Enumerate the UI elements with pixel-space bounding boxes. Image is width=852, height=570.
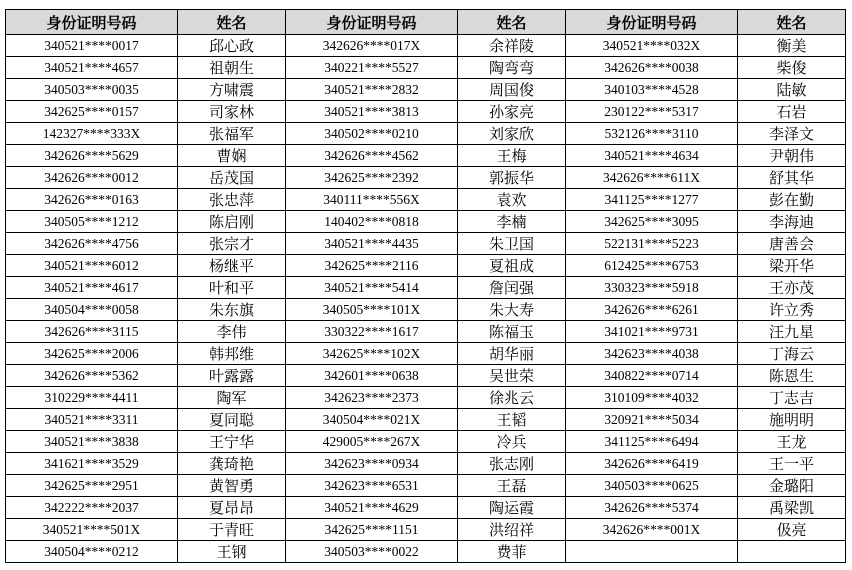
header-name-3: 姓名	[738, 10, 846, 35]
name-cell: 王梅	[458, 145, 566, 167]
id-number-cell: 340221****5527	[286, 57, 458, 79]
id-number-cell: 342626****3115	[6, 321, 178, 343]
header-id-2: 身份证明号码	[286, 10, 458, 35]
id-number-cell: 340521****501X	[6, 519, 178, 541]
id-number-cell: 340503****0022	[286, 541, 458, 563]
name-cell: 丁志吉	[738, 387, 846, 409]
table-row	[6, 431, 846, 453]
id-number-cell: 342626****4756	[6, 233, 178, 255]
name-cell: 陶弯弯	[458, 57, 566, 79]
table-row	[6, 79, 846, 101]
id-number-cell: 342626****6261	[566, 299, 738, 321]
id-number-cell: 612425****6753	[566, 255, 738, 277]
id-number-cell: 342626****5362	[6, 365, 178, 387]
name-cell: 吴世荣	[458, 365, 566, 387]
name-cell: 夏同聪	[178, 409, 286, 431]
id-number-cell: 341125****6494	[566, 431, 738, 453]
name-cell: 李伟	[178, 321, 286, 343]
name-cell: 禹梁凯	[738, 497, 846, 519]
id-number-cell: 340521****6012	[6, 255, 178, 277]
name-cell: 张福军	[178, 123, 286, 145]
name-cell: 叶和平	[178, 277, 286, 299]
name-cell: 夏昂昂	[178, 497, 286, 519]
table-row	[6, 387, 846, 409]
id-number-cell: 522131****5223	[566, 233, 738, 255]
name-cell: 夏祖成	[458, 255, 566, 277]
id-number-cell: 340521****3813	[286, 101, 458, 123]
id-number-cell: 340521****3311	[6, 409, 178, 431]
name-cell: 朱大寿	[458, 299, 566, 321]
id-number-cell: 342626****0012	[6, 167, 178, 189]
name-cell: 陈启刚	[178, 211, 286, 233]
table-row	[6, 167, 846, 189]
name-cell: 丁海云	[738, 343, 846, 365]
id-number-cell: 342626****4562	[286, 145, 458, 167]
id-number-cell: 340505****101X	[286, 299, 458, 321]
table-row	[6, 211, 846, 233]
id-number-cell: 340503****0625	[566, 475, 738, 497]
name-cell	[738, 541, 846, 563]
name-cell: 王磊	[458, 475, 566, 497]
name-cell: 龚琦艳	[178, 453, 286, 475]
name-cell: 尹朝伟	[738, 145, 846, 167]
id-number-cell: 340111****556X	[286, 189, 458, 211]
table-row	[6, 277, 846, 299]
table-row	[6, 35, 846, 57]
table-row	[6, 57, 846, 79]
id-number-cell: 341621****3529	[6, 453, 178, 475]
name-cell: 伋亮	[738, 519, 846, 541]
table-row	[6, 101, 846, 123]
id-number-cell: 342222****2037	[6, 497, 178, 519]
table-row	[6, 475, 846, 497]
name-cell: 李海迪	[738, 211, 846, 233]
name-cell: 刘家欣	[458, 123, 566, 145]
header-name-2: 姓名	[458, 10, 566, 35]
name-cell: 陶军	[178, 387, 286, 409]
name-cell: 洪绍祥	[458, 519, 566, 541]
id-number-cell: 341021****9731	[566, 321, 738, 343]
name-cell: 陈恩生	[738, 365, 846, 387]
name-cell: 彭在勤	[738, 189, 846, 211]
id-number-cell: 340521****032X	[566, 35, 738, 57]
name-cell: 施明明	[738, 409, 846, 431]
name-cell: 岳茂国	[178, 167, 286, 189]
table-row	[6, 409, 846, 431]
table-row	[6, 299, 846, 321]
id-number-cell: 340521****4657	[6, 57, 178, 79]
name-cell: 王钢	[178, 541, 286, 563]
name-cell: 李楠	[458, 211, 566, 233]
name-cell: 杨继平	[178, 255, 286, 277]
name-cell: 衡美	[738, 35, 846, 57]
name-cell: 朱卫国	[458, 233, 566, 255]
id-number-cell: 342626****0163	[6, 189, 178, 211]
name-cell: 徐兆云	[458, 387, 566, 409]
table-row	[6, 145, 846, 167]
id-number-cell: 340503****0035	[6, 79, 178, 101]
id-number-cell: 342625****102X	[286, 343, 458, 365]
id-number-cell: 340521****3838	[6, 431, 178, 453]
name-cell: 于青旺	[178, 519, 286, 541]
name-cell: 曹娴	[178, 145, 286, 167]
name-cell: 柴俊	[738, 57, 846, 79]
id-number-cell: 340521****5414	[286, 277, 458, 299]
name-cell: 金璐阳	[738, 475, 846, 497]
id-number-cell: 340822****0714	[566, 365, 738, 387]
name-cell: 王龙	[738, 431, 846, 453]
id-number-cell: 429005****267X	[286, 431, 458, 453]
id-number-cell: 342625****2951	[6, 475, 178, 497]
id-number-cell: 142327****333X	[6, 123, 178, 145]
name-cell: 陶运霞	[458, 497, 566, 519]
name-cell: 唐善会	[738, 233, 846, 255]
name-cell: 胡华丽	[458, 343, 566, 365]
name-cell: 张宗才	[178, 233, 286, 255]
name-cell: 余祥陵	[458, 35, 566, 57]
name-cell: 王一平	[738, 453, 846, 475]
name-cell: 方啸震	[178, 79, 286, 101]
id-number-cell: 342625****2392	[286, 167, 458, 189]
name-cell: 费菲	[458, 541, 566, 563]
name-cell: 袁欢	[458, 189, 566, 211]
name-cell: 张志刚	[458, 453, 566, 475]
name-cell: 祖朝生	[178, 57, 286, 79]
table-row	[6, 321, 846, 343]
id-number-cell: 342626****0038	[566, 57, 738, 79]
id-number-cell: 341125****1277	[566, 189, 738, 211]
id-name-table	[5, 9, 846, 563]
name-cell: 陆敏	[738, 79, 846, 101]
id-number-cell: 310229****4411	[6, 387, 178, 409]
table-row	[6, 343, 846, 365]
id-number-cell: 342623****0934	[286, 453, 458, 475]
id-number-cell: 340505****1212	[6, 211, 178, 233]
name-cell: 司家林	[178, 101, 286, 123]
id-number-cell: 310109****4032	[566, 387, 738, 409]
id-number-cell: 340521****0017	[6, 35, 178, 57]
table-row	[6, 365, 846, 387]
id-number-cell: 342626****017X	[286, 35, 458, 57]
table-row	[6, 453, 846, 475]
name-cell: 韩邦维	[178, 343, 286, 365]
name-cell: 陈福玉	[458, 321, 566, 343]
id-number-cell: 330322****1617	[286, 321, 458, 343]
id-number-cell: 342623****6531	[286, 475, 458, 497]
roster-sheet	[5, 9, 846, 563]
table-row	[6, 519, 846, 541]
id-number-cell: 342625****2116	[286, 255, 458, 277]
id-number-cell: 342626****5374	[566, 497, 738, 519]
id-number-cell: 342601****0638	[286, 365, 458, 387]
id-number-cell: 340502****0210	[286, 123, 458, 145]
header-name-1: 姓名	[178, 10, 286, 35]
id-number-cell: 342625****1151	[286, 519, 458, 541]
id-number-cell: 342626****001X	[566, 519, 738, 541]
name-cell: 李泽文	[738, 123, 846, 145]
name-cell: 王宁华	[178, 431, 286, 453]
name-cell: 王韬	[458, 409, 566, 431]
id-number-cell: 230122****5317	[566, 101, 738, 123]
name-cell: 周国俊	[458, 79, 566, 101]
id-number-cell: 532126****3110	[566, 123, 738, 145]
id-number-cell: 340504****0058	[6, 299, 178, 321]
name-cell: 孙家亮	[458, 101, 566, 123]
name-cell: 郭振华	[458, 167, 566, 189]
table-row	[6, 233, 846, 255]
table-row	[6, 541, 846, 563]
id-number-cell: 320921****5034	[566, 409, 738, 431]
id-number-cell: 342626****6419	[566, 453, 738, 475]
name-cell: 冷兵	[458, 431, 566, 453]
name-cell: 梁开华	[738, 255, 846, 277]
table-row	[6, 255, 846, 277]
name-cell: 叶露露	[178, 365, 286, 387]
name-cell: 朱东旗	[178, 299, 286, 321]
id-number-cell	[566, 541, 738, 563]
id-number-cell: 340521****2832	[286, 79, 458, 101]
name-cell: 王亦茂	[738, 277, 846, 299]
id-number-cell: 340103****4528	[566, 79, 738, 101]
id-number-cell: 340504****021X	[286, 409, 458, 431]
id-number-cell: 340521****4634	[566, 145, 738, 167]
header-row	[6, 10, 846, 35]
name-cell: 汪九星	[738, 321, 846, 343]
name-cell: 张忠萍	[178, 189, 286, 211]
name-cell: 邱心政	[178, 35, 286, 57]
id-number-cell: 342626****5629	[6, 145, 178, 167]
table-body	[6, 35, 846, 563]
id-number-cell: 340504****0212	[6, 541, 178, 563]
table-row	[6, 189, 846, 211]
id-number-cell: 342626****611X	[566, 167, 738, 189]
id-number-cell: 342623****2373	[286, 387, 458, 409]
table-row	[6, 123, 846, 145]
id-number-cell: 140402****0818	[286, 211, 458, 233]
id-number-cell: 340521****4629	[286, 497, 458, 519]
id-number-cell: 330323****5918	[566, 277, 738, 299]
id-number-cell: 342625****3095	[566, 211, 738, 233]
id-number-cell: 340521****4617	[6, 277, 178, 299]
name-cell: 许立秀	[738, 299, 846, 321]
table-row	[6, 497, 846, 519]
id-number-cell: 342625****2006	[6, 343, 178, 365]
id-number-cell: 342623****4038	[566, 343, 738, 365]
header-id-3: 身份证明号码	[566, 10, 738, 35]
id-number-cell: 342625****0157	[6, 101, 178, 123]
name-cell: 石岩	[738, 101, 846, 123]
name-cell: 黄智勇	[178, 475, 286, 497]
header-id-1: 身份证明号码	[6, 10, 178, 35]
name-cell: 詹闰强	[458, 277, 566, 299]
name-cell: 舒其华	[738, 167, 846, 189]
id-number-cell: 340521****4435	[286, 233, 458, 255]
